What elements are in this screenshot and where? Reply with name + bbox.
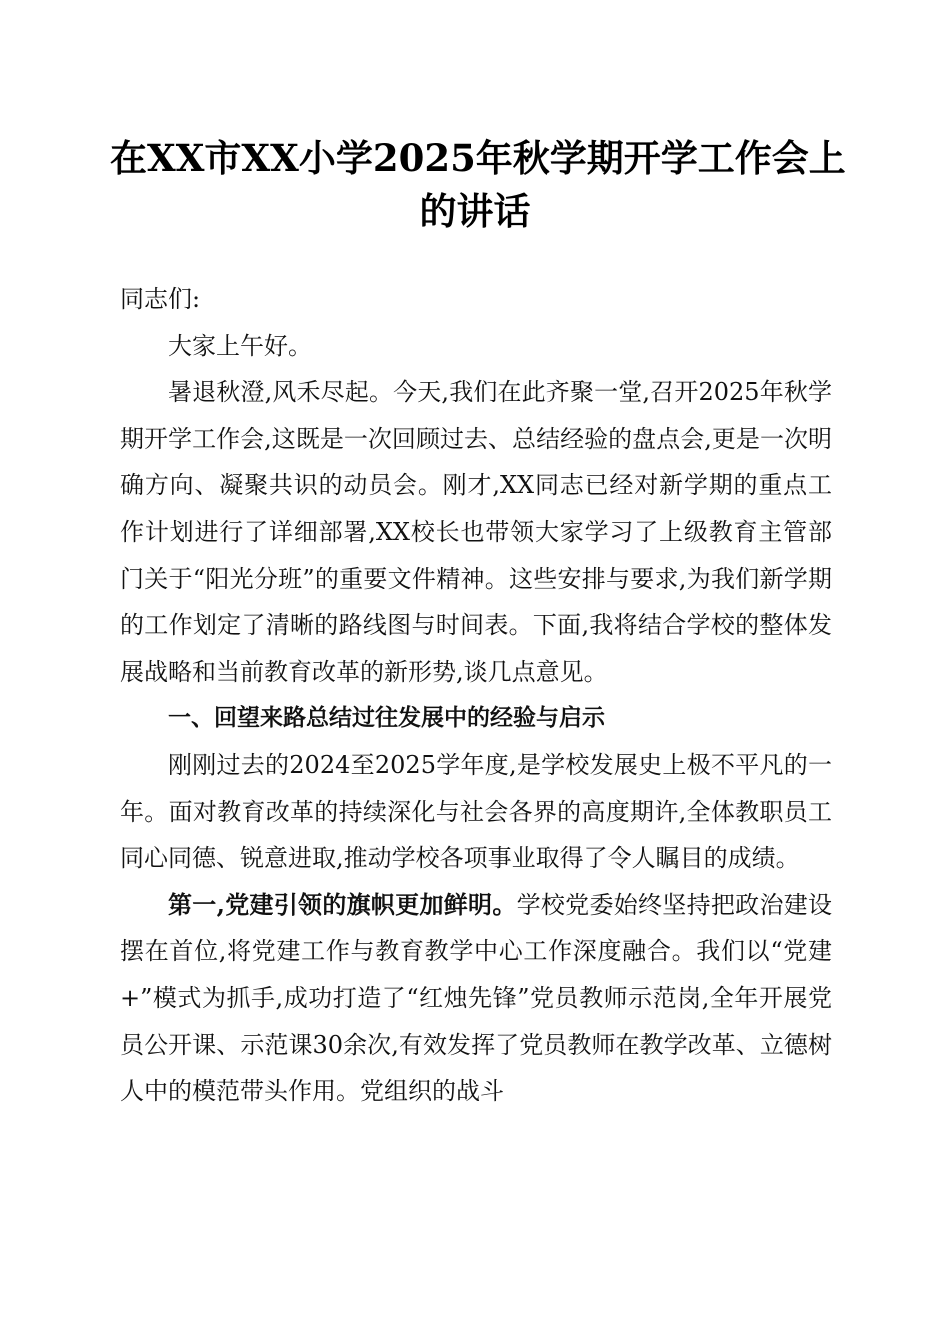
document-title (110, 132, 846, 238)
point-1-paragraph (120, 882, 832, 1115)
review-paragraph: 刚刚过去的2024至2025学年度,是学校发展史上极不平凡的一年。面对教育改革的持续深化与社会各界的高度期许,全体教职员工同心同德、锐意进取,推动学校各项事业取得了令人瞩目的成绩。 (120, 750, 832, 873)
point-1-text: 学校党委始终坚持把政治建设摆在首位,将党建工作与教育教学中心工作深度融合。我们以“党建+”模式为抓手,成功打造了“红烛先锋”党员教师示范岗,全年开展党员公开课、示范课30余次,有效发挥了党员教师在教学改革、立德树人中的模范带头作用。党组织的战斗 (120, 890, 833, 1106)
title-line-1: 在XX市XX小学2025年秋学期开学工作会上 (110, 136, 846, 180)
intro-paragraph: 暑退秋澄,风禾尽起。今天,我们在此齐聚一堂,召开2025年秋学期开学工作会,这既是一次回顾过去、总结经验的盘点会,更是一次明确方向、凝聚共识的动员会。刚才,XX同志已经对新学期的重点工作计划进行了详细部署,XX校长也带领大家学习了上级教育主管部门关于“阳光分班”的重要文件精神。这些安排与要求,为我们新学期的工作划定了清晰的路线图与时间表。下面,我将结合学校的整体发展战略和当前教育改革的新形势,谈几点意见。 (120, 378, 832, 686)
salutation: 同志们: (120, 285, 201, 313)
section-heading-1: 一、回望来路总结过往发展中的经验与启示 (168, 705, 605, 732)
title-line-2: 的讲话 (419, 189, 531, 233)
point-1-lead: 第一,党建引领的旗帜更加鲜明。 (168, 889, 517, 919)
document-body (120, 276, 832, 1115)
greeting: 大家上午好。 (168, 331, 312, 360)
